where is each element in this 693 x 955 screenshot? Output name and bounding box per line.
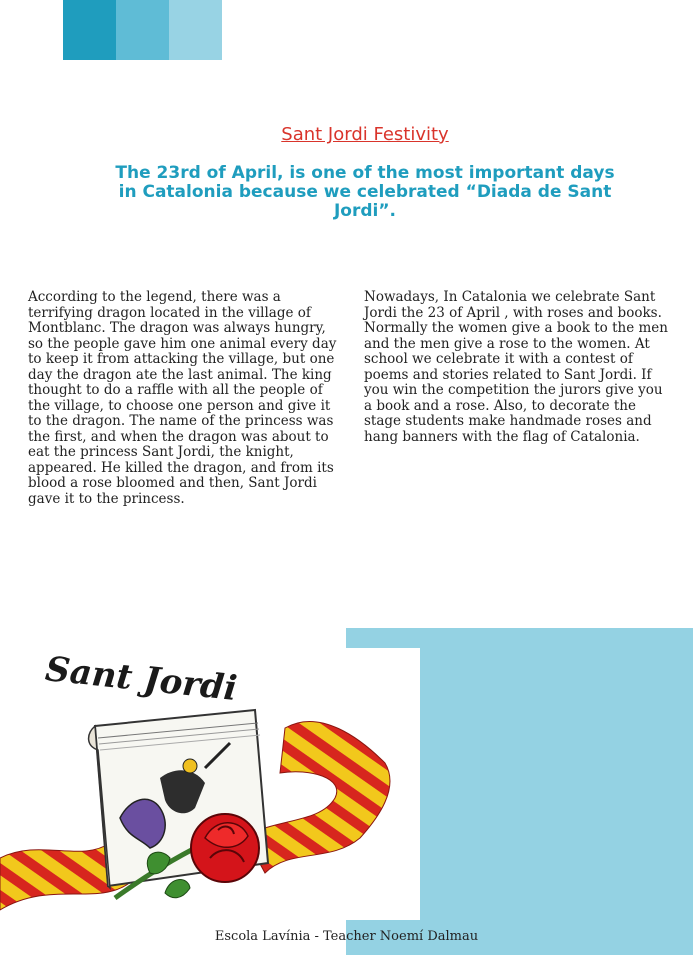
decor-square-light <box>169 0 222 60</box>
footer-credit: Escola Lavínia - Teacher Noemí Dalmau <box>214 929 479 944</box>
decor-square-mid <box>116 0 169 60</box>
page-title: Sant Jordi Festivity <box>281 124 449 145</box>
nowadays-paragraph: Nowadays, In Catalonia we celebrate Sant Jordi the 23 of April , with roses and books. Normally the women give a book to the men and the men give a rose to the women. At school we celebrate it with a contest of poems and stories related to Sant Jordi. If you win the competition the jurors give you a book and a rose. Also, to decorate the stage students make handmade roses and hang banners with the flag of Catalonia. <box>364 289 668 445</box>
legend-paragraph: According to the legend, there was a terrifying dragon located in the village of Montblanc. The dragon was always hungry, so the people gave him one animal every day to keep it from attacking the village, but one day the dragon ate the last animal. The king thought to do a raffle with all the people of the village, to choose one person and give it to the dragon. The name of the princess was the first, and when the dragon was about to eat the princess Sant Jordi, the knight, appeared. He killed the dragon, and from its blood a rose bloomed and then, Sant Jordi gave it to the princess. <box>28 289 337 507</box>
sant-jordi-illustration <box>0 648 420 920</box>
decor-square-dark <box>63 0 116 60</box>
subtitle: The 23rd of April, is one of the most important days in Catalonia because we celebrated “Diada de Sant Jordi”. <box>115 163 615 221</box>
rose-icon <box>191 814 259 882</box>
sant-jordi-logo-text: Sant Jordi <box>43 649 239 709</box>
